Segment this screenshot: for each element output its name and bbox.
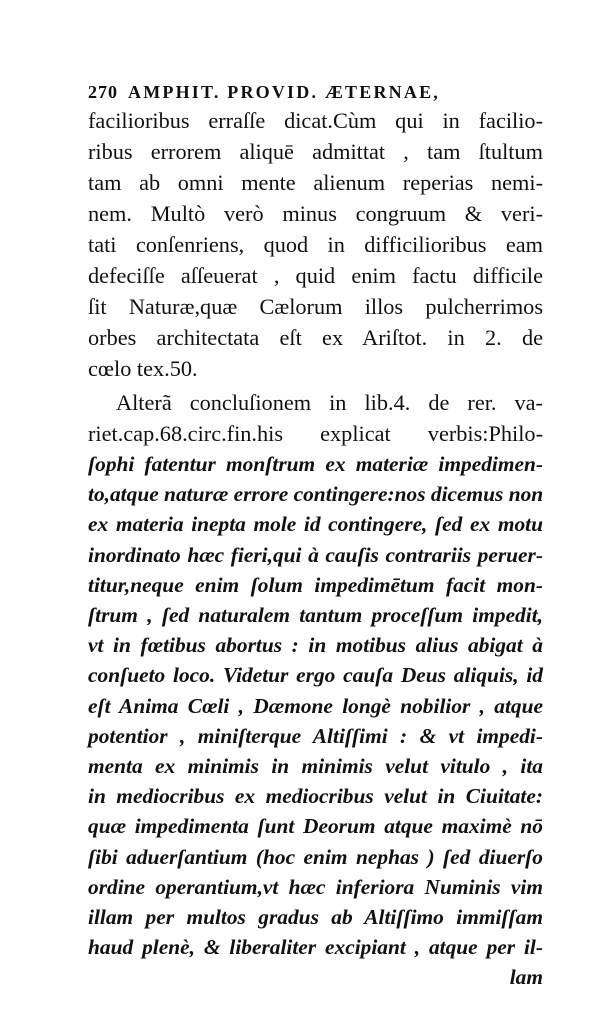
- quotation-line: ſibi aduerſantium (hoc enim nephas ) ſed diuerſo: [88, 844, 543, 869]
- text-line: riet.cap.68.circ.fin.his explicat verbis:Philo-: [88, 421, 543, 446]
- quotation-line: quæ impedimenta ſunt Deorum atque maximè nō: [88, 814, 543, 839]
- text-line: ribus errorem aliquē admittat , tam ſtultum: [88, 139, 543, 164]
- quotation-line: ſophi fatentur monſtrum ex materiæ impedimen-: [88, 452, 543, 476]
- quotation-line: eſt Anima Cœli , Dæmone longè nobilior , atque: [88, 693, 543, 718]
- quotation-line: ſtrum , ſed naturalem tantum proceſſum impedit,: [88, 603, 543, 628]
- paragraph-1: [88, 105, 543, 384]
- quotation-line: illam per multos gradus ab Altiſſimo immiſſam: [88, 905, 543, 930]
- quotation-line: ordine operantium,vt hæc inferiora Numinis vim: [88, 874, 543, 899]
- quotation-line: titur,neque enim ſolum impedimētum facit mon-: [88, 572, 543, 597]
- text-line: orbes architectata eſt ex Ariſtot. in 2. de: [88, 325, 543, 350]
- quotation-line: inordinato hæc fieri,qui à cauſis contrariis peruer-: [88, 542, 543, 567]
- running-title: AMPHIT. PROVID. ÆTERNAE,: [128, 82, 440, 102]
- paragraph-2: [88, 387, 543, 993]
- book-page: [88, 80, 543, 993]
- quotation-line: haud plenè, & liberaliter excipiant , atque per il-: [88, 935, 543, 960]
- text-line: tati conſenriens, quod in difficilioribus eam: [88, 232, 543, 257]
- quotation-line: vt in fœtibus abortus : in motibus alius abigat à: [88, 633, 543, 658]
- text-line: facilioribus erraſſe dicat.Cùm qui in facilio-: [88, 108, 543, 133]
- quotation-line: in mediocribus ex mediocribus velut in Ciuitate:: [88, 784, 543, 809]
- quotation-line: menta ex minimis in minimis velut vitulo , ita: [88, 754, 543, 779]
- quotation-line: conſueto loco. Videtur ergo cauſa Deus aliquis, id: [88, 663, 543, 688]
- text-line: Alterã concluſionem in lib.4. de rer. va-: [116, 390, 543, 415]
- quotation-line: potentior , miniſterque Altiſſimi : & vt impedi-: [88, 723, 543, 748]
- page-number: 270: [88, 82, 118, 102]
- text-line: defeciſſe aſſeuerat , quid enim factu difficile: [88, 263, 543, 288]
- text-line: nem. Multò verò minus congruum & veri-: [88, 201, 543, 226]
- running-head: [88, 80, 543, 104]
- catchword: lam: [509, 965, 543, 990]
- text-line: cœlo tex.50.: [88, 356, 198, 381]
- text-line: ſit Naturæ,quæ Cælorum illos pulcherrimos: [88, 294, 543, 319]
- text-line: tam ab omni mente alienum reperias nemi-: [88, 170, 543, 195]
- quotation-line: to,atque naturæ errore contingere:nos dicemus non: [88, 482, 544, 507]
- quotation-line: ex materia inepta mole id contingere, ſed ex motu: [88, 512, 543, 537]
